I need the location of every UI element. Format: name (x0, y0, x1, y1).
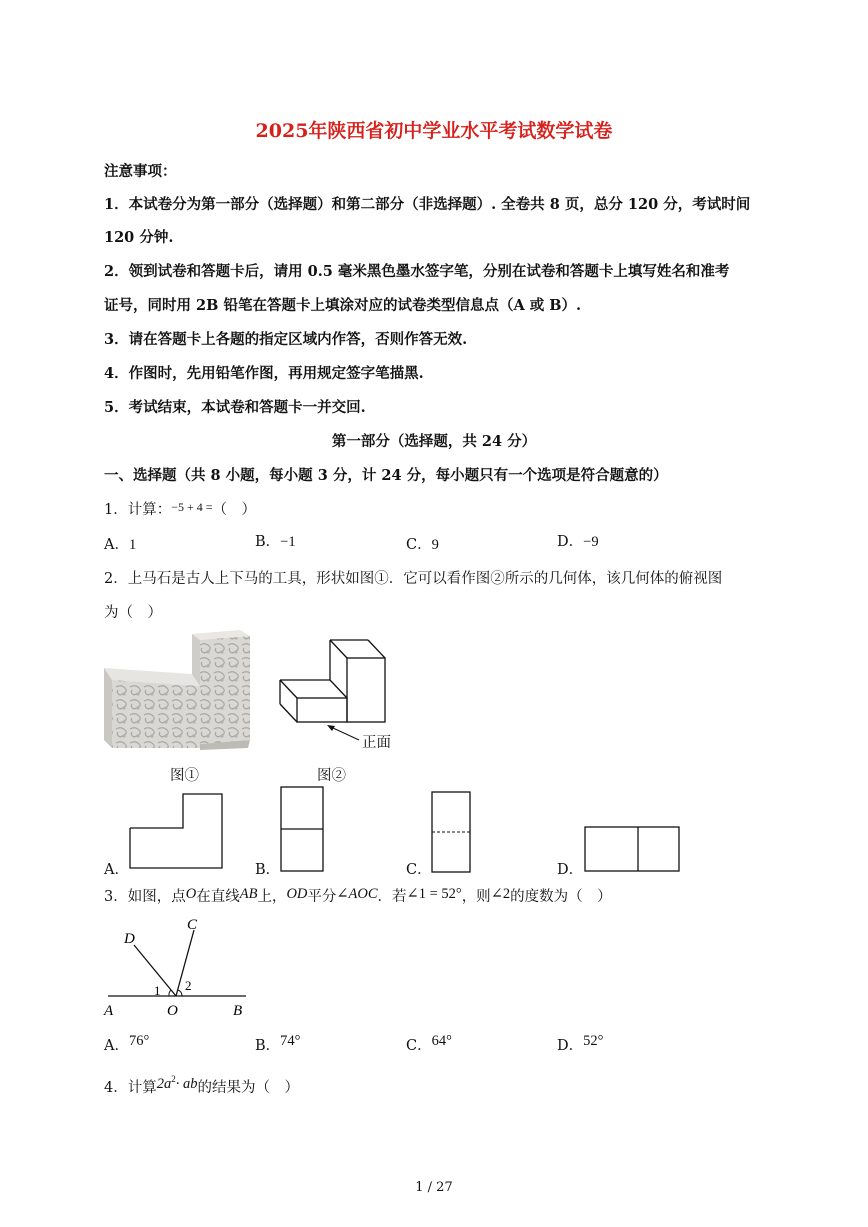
q3-option-a[interactable]: A．76° (104, 1033, 150, 1054)
section1-heading: 一、选择题（共 8 小题，每小题 3 分，计 24 分，每小题只有一个选项是符合题意的） (104, 467, 668, 484)
q2-option-c-label: C． (406, 862, 432, 878)
q2-option-d-label: D． (557, 862, 584, 878)
q3-angle-figure (100, 912, 260, 1022)
q2-option-a-label: A． (104, 862, 129, 878)
label-o: O (167, 1003, 178, 1019)
label-c: C (187, 917, 198, 933)
label-a: A (104, 1003, 114, 1019)
label-angle-1: 1 (154, 983, 161, 998)
label-d: D (124, 931, 135, 947)
notice-line-6: 4．作图时，先用铅笔作图，再用规定签字笔描黑. (104, 365, 424, 382)
notice-line-3: 2．领到试卷和答题卡后，请用 0.5 毫米黑色墨水签字笔，分别在试卷和答题卡上填写姓名和准考 (104, 263, 730, 280)
notice-heading: 注意事项： (104, 163, 177, 180)
q1-stem-suffix: （ ） (212, 502, 257, 518)
q3-option-c[interactable]: C．64° (406, 1033, 452, 1054)
fig1-stone-image (100, 628, 255, 753)
page-footer: 1 / 27 (415, 1180, 453, 1195)
q3-option-d[interactable]: D．52° (557, 1033, 604, 1054)
label-angle-2: 2 (185, 978, 192, 993)
notice-line-1: 1．本试卷分为第一部分（选择题）和第二部分（非选择题）. 全卷共 8 页，总分 120 分，考试时间 (104, 196, 751, 213)
q2-stem-line2: 为（ ） (104, 605, 162, 621)
q1-option-c[interactable]: C．9 (406, 537, 439, 553)
q2-option-b-drawing[interactable] (278, 785, 328, 875)
q2-option-b-label: B． (255, 862, 281, 878)
q1-stem (104, 498, 256, 519)
q4-stem: 4．计算$2a^2\cdot$ ab的结果为（ ） (104, 1074, 299, 1096)
q2-option-a-drawing[interactable] (126, 792, 226, 872)
notice-line-5: 3．请在答题卡上各题的指定区域内作答，否则作答无效. (104, 331, 468, 348)
q1-option-a[interactable]: A．1 (104, 537, 137, 553)
q2-option-c-drawing[interactable] (429, 790, 475, 874)
page-title: 2025年陕西省初中学业水平考试数学试卷 (255, 120, 613, 142)
q3-stem: 3．如图，点O在直线AB上，OD平分∠AOC．若∠1 = 52°，则∠2的度数为（ ） (104, 886, 612, 905)
fig1-caption: 图① (170, 768, 199, 784)
q1-option-b[interactable]: B．−1 (255, 534, 296, 550)
notice-line-7: 5．考试结束，本试卷和答题卡一并交回. (104, 399, 366, 416)
q3-option-b[interactable]: B．74° (255, 1033, 301, 1054)
fig2-caption: 图② (317, 768, 346, 784)
q2-stem-line1: 2．上马石是古人上下马的工具，形状如图①．它可以看作图②所示的几何体，该几何体的俯视图 (104, 571, 723, 587)
q2-option-d-drawing[interactable] (582, 823, 682, 873)
notice-line-2: 120 分钟. (104, 229, 174, 246)
part1-heading: 第一部分（选择题，共 24 分） (331, 433, 537, 450)
label-b: B (233, 1003, 243, 1019)
q1-expression: −5 + 4 = (171, 500, 213, 514)
notice-line-4: 证号，同时用 2B 铅笔在答题卡上填涂对应的试卷类型信息点（A 或 B）. (104, 297, 582, 314)
q1-stem-prefix: 1．计算： (104, 502, 172, 518)
q1-option-d[interactable]: D．−9 (557, 534, 599, 550)
fig2-front-label: 正面 (362, 735, 391, 751)
